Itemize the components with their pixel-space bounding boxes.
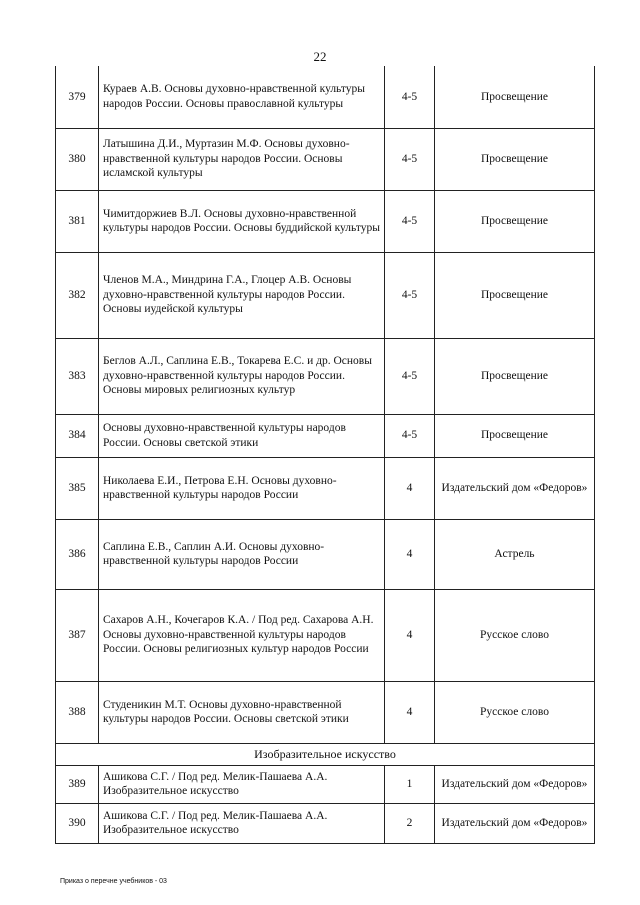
row-number: 379 <box>56 66 99 128</box>
row-number: 381 <box>56 190 99 252</box>
table-row <box>56 190 595 252</box>
grade-range: 2 <box>385 803 435 843</box>
publisher: Просвещение <box>435 338 595 414</box>
publisher: Русское слово <box>435 681 595 743</box>
book-title: Латышина Д.И., Муртазин М.Ф. Основы духовно-нравственной культуры народов России. Основы исламской культуры <box>99 128 385 190</box>
book-title: Ашикова С.Г. / Под ред. Мелик-Пашаева А.А. Изобразительное искусство <box>99 765 385 803</box>
grade-range: 4 <box>385 681 435 743</box>
row-number: 388 <box>56 681 99 743</box>
grade-range: 4 <box>385 589 435 681</box>
grade-range: 1 <box>385 765 435 803</box>
section-heading: Изобразительное искусство <box>56 743 595 765</box>
book-title: Саплина Е.В., Саплин А.И. Основы духовно-нравственной культуры народов России <box>99 519 385 589</box>
row-number: 384 <box>56 414 99 457</box>
publisher: Просвещение <box>435 128 595 190</box>
table-row <box>56 765 595 803</box>
table-row <box>56 681 595 743</box>
row-number: 380 <box>56 128 99 190</box>
table-row <box>56 252 595 338</box>
book-title: Членов М.А., Миндрина Г.А., Глоцер А.В. Основы духовно-нравственной культуры народов России. Основы иудейской культуры <box>99 252 385 338</box>
row-number: 389 <box>56 765 99 803</box>
grade-range: 4-5 <box>385 190 435 252</box>
row-number: 383 <box>56 338 99 414</box>
grade-range: 4-5 <box>385 414 435 457</box>
grade-range: 4 <box>385 457 435 519</box>
book-title: Основы духовно-нравственной культуры народов России. Основы светской этики <box>99 414 385 457</box>
row-number: 382 <box>56 252 99 338</box>
publisher: Издательский дом «Федоров» <box>435 457 595 519</box>
publisher: Просвещение <box>435 252 595 338</box>
publisher: Издательский дом «Федоров» <box>435 803 595 843</box>
textbook-table <box>55 66 595 844</box>
book-title: Кураев А.В. Основы духовно-нравственной культуры народов России. Основы православной культуры <box>99 66 385 128</box>
document-footer: Приказ о перечне учебников - 03 <box>60 878 167 885</box>
table-row <box>56 66 595 128</box>
table-row <box>56 457 595 519</box>
table-row <box>56 803 595 843</box>
row-number: 387 <box>56 589 99 681</box>
publisher: Просвещение <box>435 66 595 128</box>
book-title: Николаева Е.И., Петрова Е.Н. Основы духовно-нравственной культуры народов России <box>99 457 385 519</box>
publisher: Астрель <box>435 519 595 589</box>
book-title: Сахаров А.Н., Кочегаров К.А. / Под ред. Сахарова А.Н. Основы духовно-нравственной культуры народов России. Основы религиозных культур народов России <box>99 589 385 681</box>
publisher: Русское слово <box>435 589 595 681</box>
grade-range: 4-5 <box>385 252 435 338</box>
row-number: 390 <box>56 803 99 843</box>
publisher: Просвещение <box>435 414 595 457</box>
grade-range: 4-5 <box>385 66 435 128</box>
grade-range: 4-5 <box>385 338 435 414</box>
publisher: Издательский дом «Федоров» <box>435 765 595 803</box>
table-row <box>56 519 595 589</box>
section-heading-row <box>56 743 595 765</box>
row-number: 386 <box>56 519 99 589</box>
book-title: Ашикова С.Г. / Под ред. Мелик-Пашаева А.А. Изобразительное искусство <box>99 803 385 843</box>
row-number: 385 <box>56 457 99 519</box>
grade-range: 4-5 <box>385 128 435 190</box>
publisher: Просвещение <box>435 190 595 252</box>
book-title: Чимитдоржиев В.Л. Основы духовно-нравственной культуры народов России. Основы буддийской культуры <box>99 190 385 252</box>
book-title: Студеникин М.Т. Основы духовно-нравственной культуры народов России. Основы светской этики <box>99 681 385 743</box>
table-row <box>56 414 595 457</box>
table-row <box>56 338 595 414</box>
page-number: 22 <box>313 49 327 64</box>
table-row <box>56 128 595 190</box>
table-row <box>56 589 595 681</box>
book-title: Беглов А.Л., Саплина Е.В., Токарева Е.С. и др. Основы духовно-нравственной культуры народов России. Основы мировых религиозных культур <box>99 338 385 414</box>
grade-range: 4 <box>385 519 435 589</box>
